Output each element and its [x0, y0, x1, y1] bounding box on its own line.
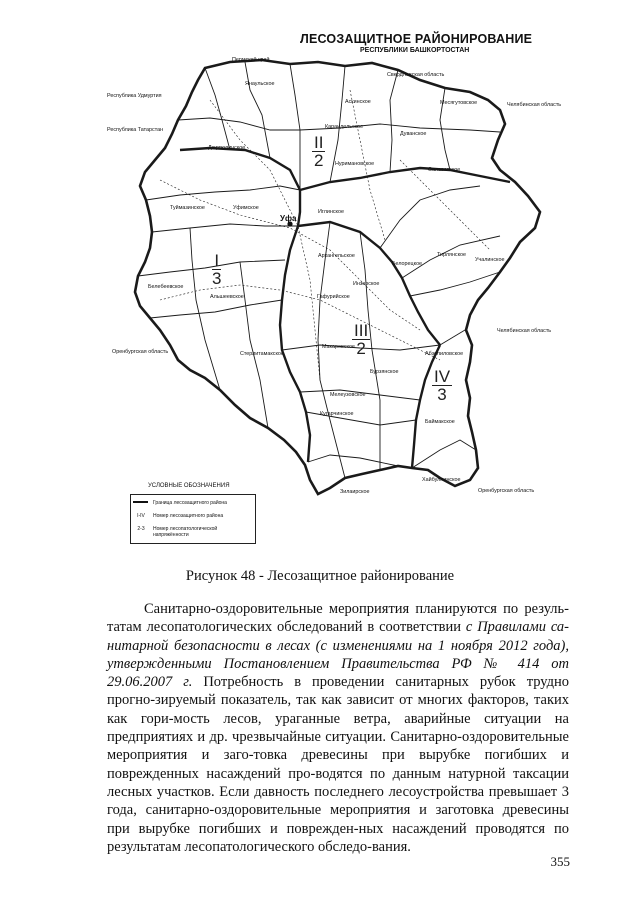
legend-symbol: 2-3 [137, 526, 145, 532]
label-inzer: Инзерское [353, 281, 380, 287]
label-meleuz: Мелеузовское [330, 392, 366, 398]
label-tuymazy: Туймазинское [170, 205, 205, 211]
zone-arab: 2 [313, 151, 324, 170]
paragraph-part-2: Потребность в проведении санитарных рубок трудно прогно-зируемый показатель, так как зависит от многих факторов, таких как гори-мость лесов, ураганные ветра, аварийные ситуации на предприятиях и др. чрезвычайные ситуации. Санитарно-оздоровительные мероприятия и заго-товка древесины при вырубке погибших и поврежденных насаждений про-водятся по данным натурной таксации лесных участков. Если давность последнего лесоустройства превышает 3 года, санитарно-оздоровительные мероприятия и заготовка древесины при вырубке погибших и поврежден-ных насаждений проводятся по результатам лесопатологического обследо-вания. [107, 674, 569, 855]
label-askin: Аскинское [345, 99, 371, 105]
label-mesyagut: Месягутовское [440, 100, 478, 106]
zone-marker-1 [212, 252, 221, 287]
label-udmurt: Республика Удмуртия [107, 93, 162, 99]
label-iglino: Иглинское [318, 209, 344, 215]
page-number: 355 [550, 854, 570, 869]
legend-title: УСЛОВНЫЕ ОБОЗНАЧЕНИЯ [148, 483, 230, 489]
label-nurimanovo: Нуримановское [335, 161, 375, 167]
label-sverdlovsk: Свердловская область [387, 72, 445, 78]
label-beloretsk: Белорецкое [392, 261, 423, 267]
label-chelyabinsk-n: Челябинская область [507, 102, 562, 108]
body-paragraph [107, 600, 569, 856]
label-burzyan: Бурзянское [370, 369, 399, 375]
paragraph-italic-reference: с Правилами са-нитарной безопасности в лесах (с изменениями на 1 ноября 2012 года), утвержденными Постановлением Правительства РФ № 414 от 29.06.2007 г. [107, 619, 569, 691]
label-tatar: Республика Татарстан [107, 127, 164, 133]
map-legend [130, 494, 256, 544]
zone-arab: 3 [437, 385, 447, 404]
label-duertyuli: Дюртюлинское [208, 145, 246, 151]
label-uchaly: Учалинское [475, 257, 505, 263]
legend-text: Номер лесопатологической напряжённости [153, 526, 218, 538]
legend-text: Номер лесозащитного района [153, 513, 224, 519]
label-salavat: Салаватское [428, 167, 461, 173]
zone-marker-4 [432, 368, 452, 403]
label-alsheevo: Альшеевское [210, 294, 244, 300]
map-subtitle: РЕСПУБЛИКИ БАШКОРТОСТАН [360, 47, 470, 54]
label-tyulgan: Тирлянское [437, 252, 467, 258]
label-abzelil: Абзелиловское [425, 351, 464, 357]
legend-text: Граница лесозащитного района [153, 500, 227, 506]
zone-roman: IV [434, 367, 451, 386]
label-duvan: Дуванское [400, 131, 427, 137]
zone-roman: I [212, 252, 221, 270]
label-gafuri: Гафурийское [317, 294, 350, 300]
label-ufa-city: Уфа [280, 214, 297, 223]
label-orenburg-w: Оренбургская область [112, 349, 169, 355]
label-chelyabinsk-s: Челябинская область [497, 328, 552, 334]
label-belebey: Белебеевское [148, 284, 184, 290]
paragraph-text [107, 600, 569, 856]
label-zilair: Зилаирское [340, 489, 370, 495]
zone-roman: III [354, 321, 369, 340]
map-title: ЛЕСОЗАЩИТНОЕ РАЙОНИРОВАНИЕ [300, 32, 533, 46]
label-orenburg-s: Оренбургская область [478, 488, 535, 494]
label-makarovo: Макаровское [322, 344, 355, 350]
zone-roman: II [314, 133, 324, 152]
zone-arab: 2 [356, 339, 366, 358]
label-baymak: Баймакское [425, 419, 455, 425]
zone-marker-2 [312, 134, 325, 169]
label-yanaul: Янаульское [245, 81, 275, 87]
label-perm: Пермский край [232, 57, 270, 63]
label-sterlitamak: Стерлитамакское [240, 351, 284, 357]
label-ufa-forest: Уфимское [233, 205, 259, 211]
figure-caption: Рисунок 48 - Лесозащитное районирование [185, 568, 455, 584]
label-karaidel: Караидельское [325, 124, 364, 130]
label-kugarchi: Кугарчинское [320, 411, 354, 417]
zone-marker-3 [352, 322, 370, 357]
zone-arab: 3 [212, 269, 222, 288]
label-arkhangelsk: Архангельское [318, 253, 355, 259]
legend-symbol: I-IV [137, 513, 145, 519]
paragraph-part-1: Санитарно-оздоровительные мероприятия планируются по резуль-татам лесопатологических обследований в соответствии [107, 601, 569, 636]
label-khaibullino: Хайбуллинское [422, 477, 461, 483]
